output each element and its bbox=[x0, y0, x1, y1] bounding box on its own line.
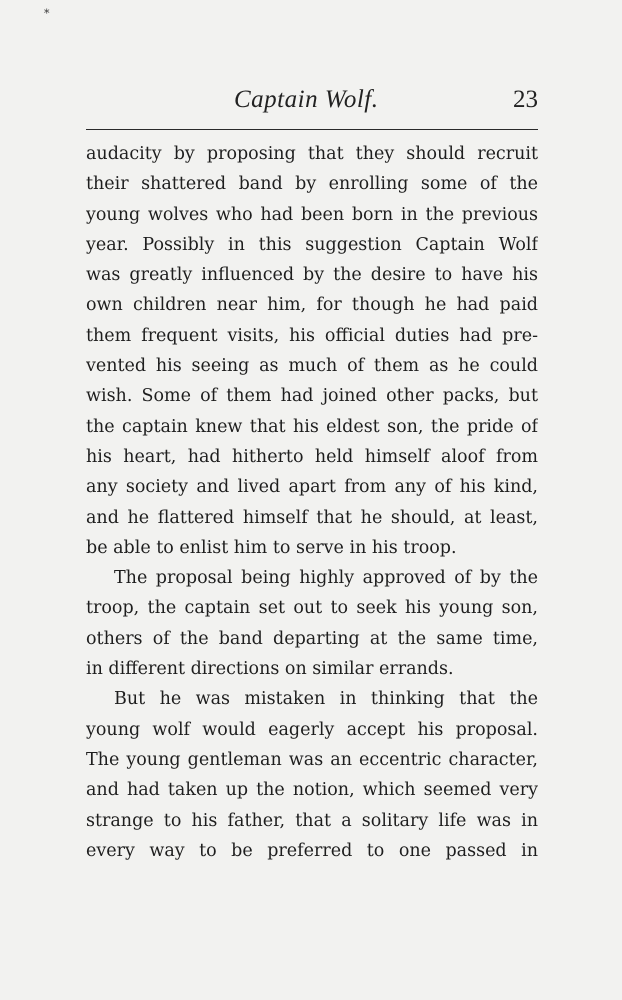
header-rule bbox=[86, 129, 538, 130]
page-number: 23 bbox=[513, 86, 538, 113]
text-line: own children near him, for though he had paid bbox=[86, 295, 538, 316]
text-line: any society and lived apart from any of his kind, bbox=[86, 477, 538, 498]
text-line: young wolf would eagerly accept his proposal. bbox=[86, 719, 538, 740]
text-line: in different directions on similar errands. bbox=[86, 659, 454, 680]
text-line: his heart, had hitherto held himself aloof from bbox=[86, 446, 538, 467]
running-title: Captain Wolf. bbox=[234, 86, 379, 113]
text-line: the captain knew that his eldest son, the pride of bbox=[86, 416, 538, 437]
text-line: year. Possibly in this suggestion Captain Wolf bbox=[86, 234, 538, 255]
text-line: vented his seeing as much of them as he could bbox=[86, 356, 538, 377]
text-line: and he flattered himself that he should, at least, bbox=[86, 507, 538, 528]
running-head bbox=[86, 86, 538, 120]
text-line: their shattered band by enrolling some of the bbox=[86, 174, 538, 195]
text-line: was greatly influenced by the desire to have his bbox=[86, 265, 538, 286]
text-line: young wolves who had been born in the previous bbox=[86, 204, 538, 225]
text-line: audacity by proposing that they should recruit bbox=[86, 144, 538, 164]
text-line: strange to his father, that a solitary life was in bbox=[86, 810, 538, 831]
text-line: others of the band departing at the same time, bbox=[86, 628, 538, 649]
text-line: be able to enlist him to serve in his troop. bbox=[86, 537, 457, 558]
text-line: troop, the captain set out to seek his young son, bbox=[86, 598, 538, 619]
body-text bbox=[86, 139, 538, 866]
text-line: The young gentleman was an eccentric character, bbox=[86, 749, 538, 770]
print-speck: * bbox=[44, 7, 50, 20]
text-line: them frequent visits, his official duties had pre- bbox=[86, 325, 538, 346]
text-line: wish. Some of them had joined other packs, but bbox=[86, 386, 538, 407]
text-line: The proposal being highly approved of by the bbox=[114, 568, 538, 589]
text-line: every way to be preferred to one passed in bbox=[86, 840, 538, 861]
text-line: and had taken up the notion, which seemed very bbox=[86, 780, 538, 801]
text-line: But he was mistaken in thinking that the bbox=[114, 689, 538, 710]
